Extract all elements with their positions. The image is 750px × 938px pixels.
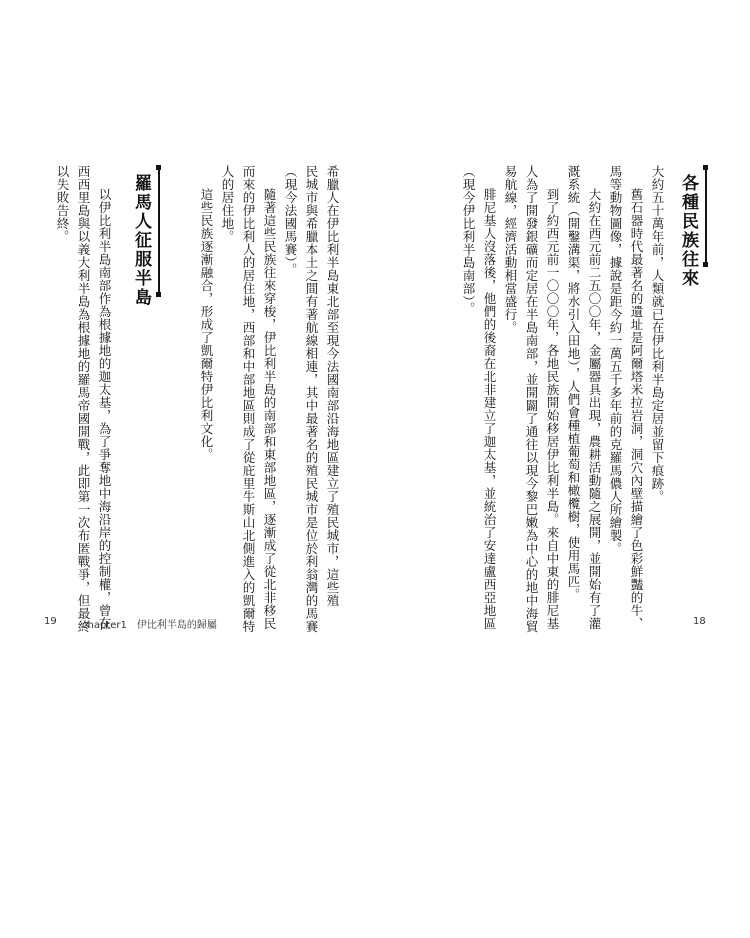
heading-marker: [156, 165, 161, 170]
body-column: 以失敗告終。: [55, 165, 70, 243]
body-column: 隨著這些民族往來穿梭，伊比利半島的南部和東部地區，逐漸成了從北非移民: [262, 188, 277, 630]
body-column: 西西里島與以義大利半島為根據地的羅馬帝國開戰，此即第一次布匿戰爭，但最終: [76, 165, 91, 633]
page-number-right: 18: [693, 616, 706, 627]
body-column: 這些民族逐漸融合，形成了凱爾特伊比利文化。: [199, 188, 214, 461]
body-column: 民城市與希臘本土之間有著航線相連，其中最著名的殖民城市是位於利翁灣的馬賽: [304, 165, 319, 633]
body-column: （現今法國馬賽）。: [283, 165, 298, 276]
body-column: 而來的伊比利人的居住地，西部和中部地區則成了從庇里牛斯山北側進入的凱爾特: [241, 165, 256, 633]
body-column: 到了約西元前一〇〇〇年，各地民族開始移居伊比利半島。來自中東的腓尼基: [545, 188, 560, 630]
heading-marker: [703, 165, 708, 170]
section-heading-right: 各種民族往來: [678, 174, 698, 288]
page-number-left: 19: [44, 616, 57, 627]
body-column: 溉系統（開鑿溝渠，將水引入田地），人們會種植葡萄和橄欖樹，使用馬匹。: [566, 165, 581, 601]
body-column: 人為了開發銀礦而定居在半島南部，並開闢了通往以現今黎巴嫩為中心的地中海貿: [524, 165, 539, 633]
body-column: 希臘人在伊比利半島東北部至現今法國南部沿海地區建立了殖民城市，這些殖: [325, 165, 340, 607]
body-column: 易航線，經濟活動相當盛行。: [503, 165, 518, 334]
body-column: 馬等動物圖像，據說是距今約一萬五千多年前的克羅馬儂人所繪製。: [608, 165, 623, 555]
body-column: 人的居住地。: [220, 165, 235, 243]
body-column: 大約在西元前二五〇〇年，金屬器具出現，農耕活動隨之展開，並開始有了灌: [587, 188, 602, 630]
body-column: 大約五十萬年前，人類就已在伊比利半島定居並留下痕跡。: [650, 165, 665, 503]
body-column: 以伊比利半島南部作為根據地的迦太基，為了爭奪地中海沿岸的控制權，曾在: [97, 188, 112, 630]
section-heading-left: 羅馬人征服半島: [131, 174, 151, 307]
body-column: （現今伊比利半島南部）。: [461, 165, 476, 315]
body-column: 舊石器時代最著名的遺址是阿爾塔米拉岩洞，洞穴內壁描繪了色彩鮮豔的牛、: [629, 188, 644, 630]
running-head: chapter1 伊比利半島的歸屬: [82, 620, 217, 631]
body-column: 腓尼基人沒落後，他們的後裔在北非建立了迦太基，並統治了安達盧西亞地區: [482, 188, 497, 630]
